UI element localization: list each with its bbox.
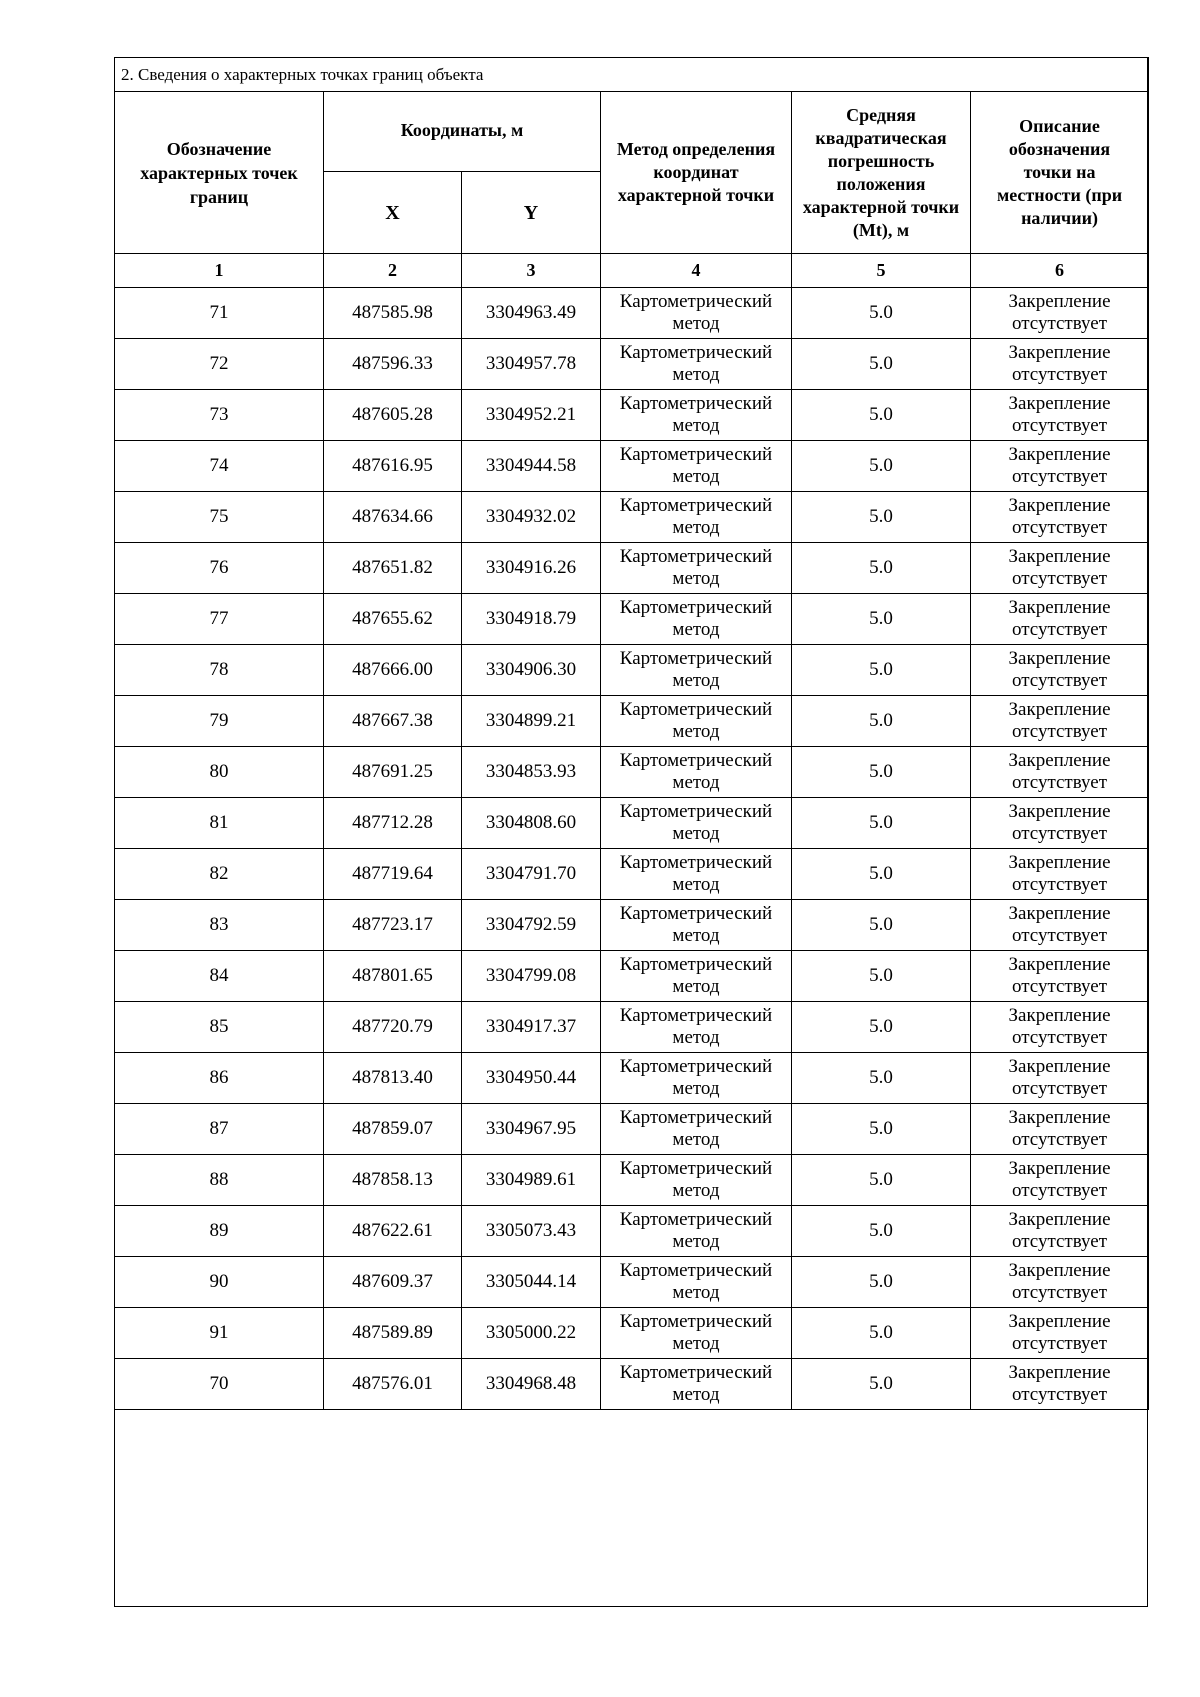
point-number-cell: 86 [115, 1053, 324, 1104]
mean-error-cell: 5.0 [792, 900, 971, 951]
y-coordinate-cell: 3304957.78 [462, 339, 601, 390]
point-number-cell: 80 [115, 747, 324, 798]
table-row [115, 390, 1149, 441]
method-cell: Картометрический метод [601, 1002, 792, 1053]
mean-error-cell: 5.0 [792, 1155, 971, 1206]
description-cell: Закрепление отсутствует [971, 1053, 1149, 1104]
mean-error-cell: 5.0 [792, 645, 971, 696]
x-coordinate-cell: 487589.89 [324, 1308, 462, 1359]
description-cell: Закрепление отсутствует [971, 798, 1149, 849]
column-number: 1 [115, 254, 324, 288]
mean-error-cell: 5.0 [792, 1308, 971, 1359]
table-row [115, 594, 1149, 645]
description-cell: Закрепление отсутствует [971, 849, 1149, 900]
point-number-cell: 71 [115, 288, 324, 339]
mean-error-cell: 5.0 [792, 696, 971, 747]
x-coordinate-cell: 487576.01 [324, 1359, 462, 1410]
description-cell: Закрепление отсутствует [971, 492, 1149, 543]
table-row [115, 492, 1149, 543]
table-row [115, 1206, 1149, 1257]
description-cell: Закрепление отсутствует [971, 594, 1149, 645]
mean-error-cell: 5.0 [792, 288, 971, 339]
mean-error-cell: 5.0 [792, 594, 971, 645]
table-row [115, 1104, 1149, 1155]
y-coordinate-cell: 3304918.79 [462, 594, 601, 645]
x-coordinate-cell: 487666.00 [324, 645, 462, 696]
point-number-cell: 74 [115, 441, 324, 492]
description-cell: Закрепление отсутствует [971, 288, 1149, 339]
method-cell: Картометрический метод [601, 900, 792, 951]
point-number-cell: 89 [115, 1206, 324, 1257]
x-coordinate-cell: 487719.64 [324, 849, 462, 900]
method-cell: Картометрический метод [601, 492, 792, 543]
x-coordinate-cell: 487801.65 [324, 951, 462, 1002]
table-row [115, 645, 1149, 696]
point-number-cell: 72 [115, 339, 324, 390]
method-cell: Картометрический метод [601, 696, 792, 747]
x-coordinate-cell: 487616.95 [324, 441, 462, 492]
description-cell: Закрепление отсутствует [971, 1308, 1149, 1359]
header-mean-error: Средняя квадратическая погрешность положения характерной точки (Mt), м [792, 92, 971, 254]
mean-error-cell: 5.0 [792, 747, 971, 798]
y-coordinate-cell: 3304791.70 [462, 849, 601, 900]
x-coordinate-cell: 487585.98 [324, 288, 462, 339]
description-cell: Закрепление отсутствует [971, 1359, 1149, 1410]
y-coordinate-cell: 3304792.59 [462, 900, 601, 951]
x-coordinate-cell: 487605.28 [324, 390, 462, 441]
y-coordinate-cell: 3304808.60 [462, 798, 601, 849]
table-row [115, 1257, 1149, 1308]
y-coordinate-cell: 3304916.26 [462, 543, 601, 594]
y-coordinate-cell: 3304853.93 [462, 747, 601, 798]
y-coordinate-cell: 3304932.02 [462, 492, 601, 543]
table-row [115, 849, 1149, 900]
table-row [115, 339, 1149, 390]
x-coordinate-cell: 487858.13 [324, 1155, 462, 1206]
x-coordinate-cell: 487596.33 [324, 339, 462, 390]
y-coordinate-cell: 3304963.49 [462, 288, 601, 339]
point-number-cell: 75 [115, 492, 324, 543]
point-number-cell: 88 [115, 1155, 324, 1206]
y-coordinate-cell: 3304899.21 [462, 696, 601, 747]
method-cell: Картометрический метод [601, 1104, 792, 1155]
description-cell: Закрепление отсутствует [971, 339, 1149, 390]
header-x: X [324, 172, 462, 254]
method-cell: Картометрический метод [601, 645, 792, 696]
method-cell: Картометрический метод [601, 288, 792, 339]
mean-error-cell: 5.0 [792, 543, 971, 594]
description-cell: Закрепление отсутствует [971, 645, 1149, 696]
y-coordinate-cell: 3305044.14 [462, 1257, 601, 1308]
point-number-cell: 73 [115, 390, 324, 441]
method-cell: Картометрический метод [601, 1257, 792, 1308]
method-cell: Картометрический метод [601, 543, 792, 594]
y-coordinate-cell: 3304968.48 [462, 1359, 601, 1410]
x-coordinate-cell: 487609.37 [324, 1257, 462, 1308]
y-coordinate-cell: 3304906.30 [462, 645, 601, 696]
x-coordinate-cell: 487723.17 [324, 900, 462, 951]
mean-error-cell: 5.0 [792, 390, 971, 441]
column-number: 6 [971, 254, 1149, 288]
y-coordinate-cell: 3305073.43 [462, 1206, 601, 1257]
table-row [115, 798, 1149, 849]
method-cell: Картометрический метод [601, 951, 792, 1002]
mean-error-cell: 5.0 [792, 441, 971, 492]
header-method: Метод определения координат характерной точки [601, 92, 792, 254]
description-cell: Закрепление отсутствует [971, 1206, 1149, 1257]
method-cell: Картометрический метод [601, 390, 792, 441]
table-row [115, 1053, 1149, 1104]
mean-error-cell: 5.0 [792, 1104, 971, 1155]
x-coordinate-cell: 487655.62 [324, 594, 462, 645]
mean-error-cell: 5.0 [792, 339, 971, 390]
mean-error-cell: 5.0 [792, 1002, 971, 1053]
boundary-points-table [114, 57, 1149, 1410]
method-cell: Картометрический метод [601, 1206, 792, 1257]
mean-error-cell: 5.0 [792, 951, 971, 1002]
x-coordinate-cell: 487622.61 [324, 1206, 462, 1257]
description-cell: Закрепление отсутствует [971, 900, 1149, 951]
point-number-cell: 76 [115, 543, 324, 594]
mean-error-cell: 5.0 [792, 1053, 971, 1104]
section-title: 2. Сведения о характерных точках границ объекта [115, 58, 1149, 92]
x-coordinate-cell: 487651.82 [324, 543, 462, 594]
column-numbers-row [115, 254, 1149, 288]
point-number-cell: 85 [115, 1002, 324, 1053]
y-coordinate-cell: 3304944.58 [462, 441, 601, 492]
y-coordinate-cell: 3304950.44 [462, 1053, 601, 1104]
table-row [115, 951, 1149, 1002]
x-coordinate-cell: 487813.40 [324, 1053, 462, 1104]
point-number-cell: 79 [115, 696, 324, 747]
header-description: Описание обозначения точки на местности (при наличии) [971, 92, 1149, 254]
mean-error-cell: 5.0 [792, 1257, 971, 1308]
point-number-cell: 84 [115, 951, 324, 1002]
point-number-cell: 83 [115, 900, 324, 951]
y-coordinate-cell: 3304799.08 [462, 951, 601, 1002]
point-number-cell: 82 [115, 849, 324, 900]
y-coordinate-cell: 3304967.95 [462, 1104, 601, 1155]
x-coordinate-cell: 487859.07 [324, 1104, 462, 1155]
header-y: Y [462, 172, 601, 254]
column-number: 5 [792, 254, 971, 288]
table-row [115, 1308, 1149, 1359]
table-row [115, 1155, 1149, 1206]
description-cell: Закрепление отсутствует [971, 1104, 1149, 1155]
y-coordinate-cell: 3304952.21 [462, 390, 601, 441]
method-cell: Картометрический метод [601, 849, 792, 900]
table-row [115, 747, 1149, 798]
point-number-cell: 70 [115, 1359, 324, 1410]
method-cell: Картометрический метод [601, 1308, 792, 1359]
mean-error-cell: 5.0 [792, 1206, 971, 1257]
x-coordinate-cell: 487634.66 [324, 492, 462, 543]
description-cell: Закрепление отсутствует [971, 696, 1149, 747]
x-coordinate-cell: 487691.25 [324, 747, 462, 798]
method-cell: Картометрический метод [601, 1053, 792, 1104]
column-number: 2 [324, 254, 462, 288]
method-cell: Картометрический метод [601, 798, 792, 849]
mean-error-cell: 5.0 [792, 1359, 971, 1410]
description-cell: Закрепление отсутствует [971, 1155, 1149, 1206]
y-coordinate-cell: 3304917.37 [462, 1002, 601, 1053]
column-number: 4 [601, 254, 792, 288]
description-cell: Закрепление отсутствует [971, 543, 1149, 594]
y-coordinate-cell: 3304989.61 [462, 1155, 601, 1206]
table-row [115, 696, 1149, 747]
description-cell: Закрепление отсутствует [971, 441, 1149, 492]
point-number-cell: 91 [115, 1308, 324, 1359]
description-cell: Закрепление отсутствует [971, 1257, 1149, 1308]
y-coordinate-cell: 3305000.22 [462, 1308, 601, 1359]
table-row [115, 441, 1149, 492]
method-cell: Картометрический метод [601, 1155, 792, 1206]
header-point-designation: Обозначение характерных точек границ [115, 92, 324, 254]
mean-error-cell: 5.0 [792, 849, 971, 900]
method-cell: Картометрический метод [601, 441, 792, 492]
x-coordinate-cell: 487712.28 [324, 798, 462, 849]
method-cell: Картометрический метод [601, 747, 792, 798]
column-number: 3 [462, 254, 601, 288]
description-cell: Закрепление отсутствует [971, 1002, 1149, 1053]
method-cell: Картометрический метод [601, 1359, 792, 1410]
point-number-cell: 81 [115, 798, 324, 849]
method-cell: Картометрический метод [601, 339, 792, 390]
mean-error-cell: 5.0 [792, 492, 971, 543]
table-row [115, 1359, 1149, 1410]
header-coordinates: Координаты, м [324, 92, 601, 172]
x-coordinate-cell: 487720.79 [324, 1002, 462, 1053]
table-row [115, 543, 1149, 594]
table-row [115, 288, 1149, 339]
method-cell: Картометрический метод [601, 594, 792, 645]
point-number-cell: 78 [115, 645, 324, 696]
x-coordinate-cell: 487667.38 [324, 696, 462, 747]
mean-error-cell: 5.0 [792, 798, 971, 849]
point-number-cell: 87 [115, 1104, 324, 1155]
description-cell: Закрепление отсутствует [971, 747, 1149, 798]
point-number-cell: 77 [115, 594, 324, 645]
table-row [115, 900, 1149, 951]
description-cell: Закрепление отсутствует [971, 390, 1149, 441]
point-number-cell: 90 [115, 1257, 324, 1308]
description-cell: Закрепление отсутствует [971, 951, 1149, 1002]
table-row [115, 1002, 1149, 1053]
